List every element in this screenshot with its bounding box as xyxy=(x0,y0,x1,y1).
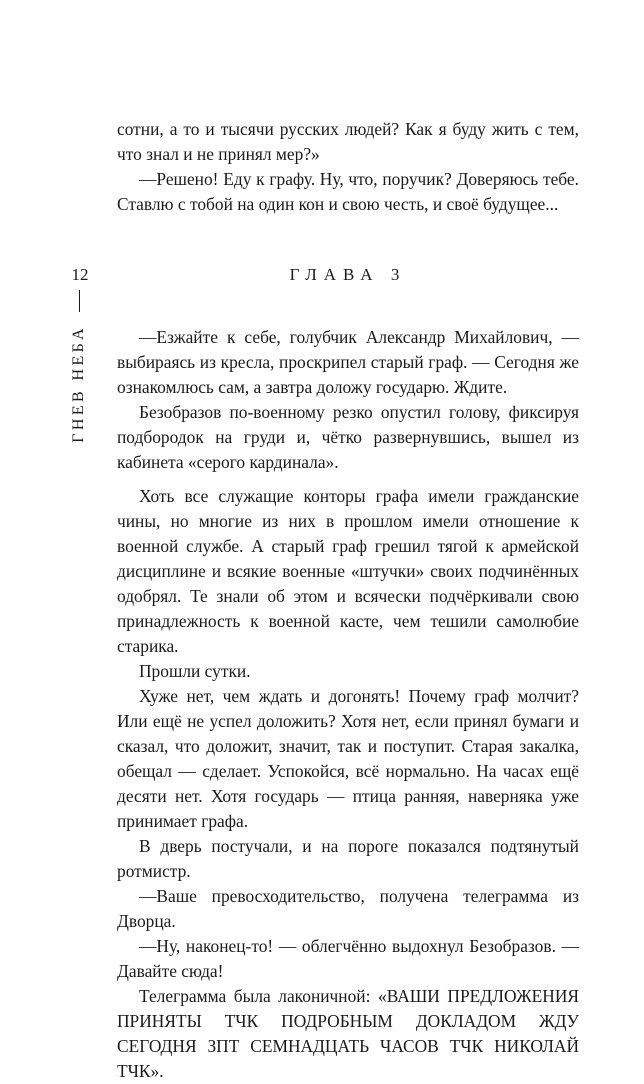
paragraph: —Ну, наконец-то! — облегчённо выдохнул Безобразов. — Давайте сюда! xyxy=(117,936,579,981)
chapter-text xyxy=(117,325,579,1084)
chapter-title: ГЛАВА 3 xyxy=(289,265,407,284)
paragraph: Хоть все служащие конторы графа имели гражданские чины, но многие из них в прошлом имели отношение к военной службе. А старый граф грешил тягой к армейской дисциплине и всякие военные «штучки» своих подчинённых одобрял. Те знали об этом и всячески подчёркивали свою принадлежность к военной касте, чем тешили самолюбие старика. xyxy=(117,486,579,656)
page-number: 12 xyxy=(71,265,89,284)
paragraph: —Ваше превосходительство, получена телеграмма из Дворца. xyxy=(117,886,579,931)
paragraph: —Езжайте к себе, голубчик Александр Михайлович, — выбираясь из кресла, проскрипел старый граф. — Сегодня же ознакомлюсь сам, а завтра доложу государю. Ждите. xyxy=(117,327,579,397)
intro-text xyxy=(117,117,579,217)
running-head: ГНЕВ НЕБА xyxy=(70,325,87,443)
paragraph: Хуже нет, чем ждать и догонять! Почему граф молчит? Или ещё не успел доложить? Хотя нет, если принял бумаги и сказал, что доложит, значит, так и поступит. Старая закалка, обещал — сделает. Успокойся, всё нормально. На часах ещё десяти нет. Хотя государь — птица ранняя, наверняка уже принимает графа. xyxy=(117,686,579,831)
paragraph: Прошли сутки. xyxy=(139,661,251,681)
paragraph: Безобразов по-военному резко опустил голову, фиксируя подбородок на груди и, чётко развернувшись, вышел из кабинета «серого кардинала». xyxy=(117,402,579,472)
paragraph: В дверь постучали, и на пороге показался подтянутый ротмистр. xyxy=(117,836,579,881)
paragraph: —Решено! Еду к графу. Ну, что, поручик? Доверяюсь тебе. Ставлю с тобой на один кон и свою честь, и своё будущее... xyxy=(117,169,579,214)
margin-divider xyxy=(79,290,80,312)
paragraph: сотни, а то и тысячи русских людей? Как я буду жить с тем, что знал и не принял мер?» xyxy=(117,119,579,164)
paragraph: Телеграмма была лаконичной: «ВАШИ ПРЕДЛОЖЕНИЯ ПРИНЯТЫ ТЧК ПОДРОБНЫМ ДОКЛАДОМ ЖДУ СЕГОДНЯ ЗПТ СЕМНАДЦАТЬ ЧАСОВ ТЧК НИКОЛАЙ ТЧК». xyxy=(117,986,579,1081)
